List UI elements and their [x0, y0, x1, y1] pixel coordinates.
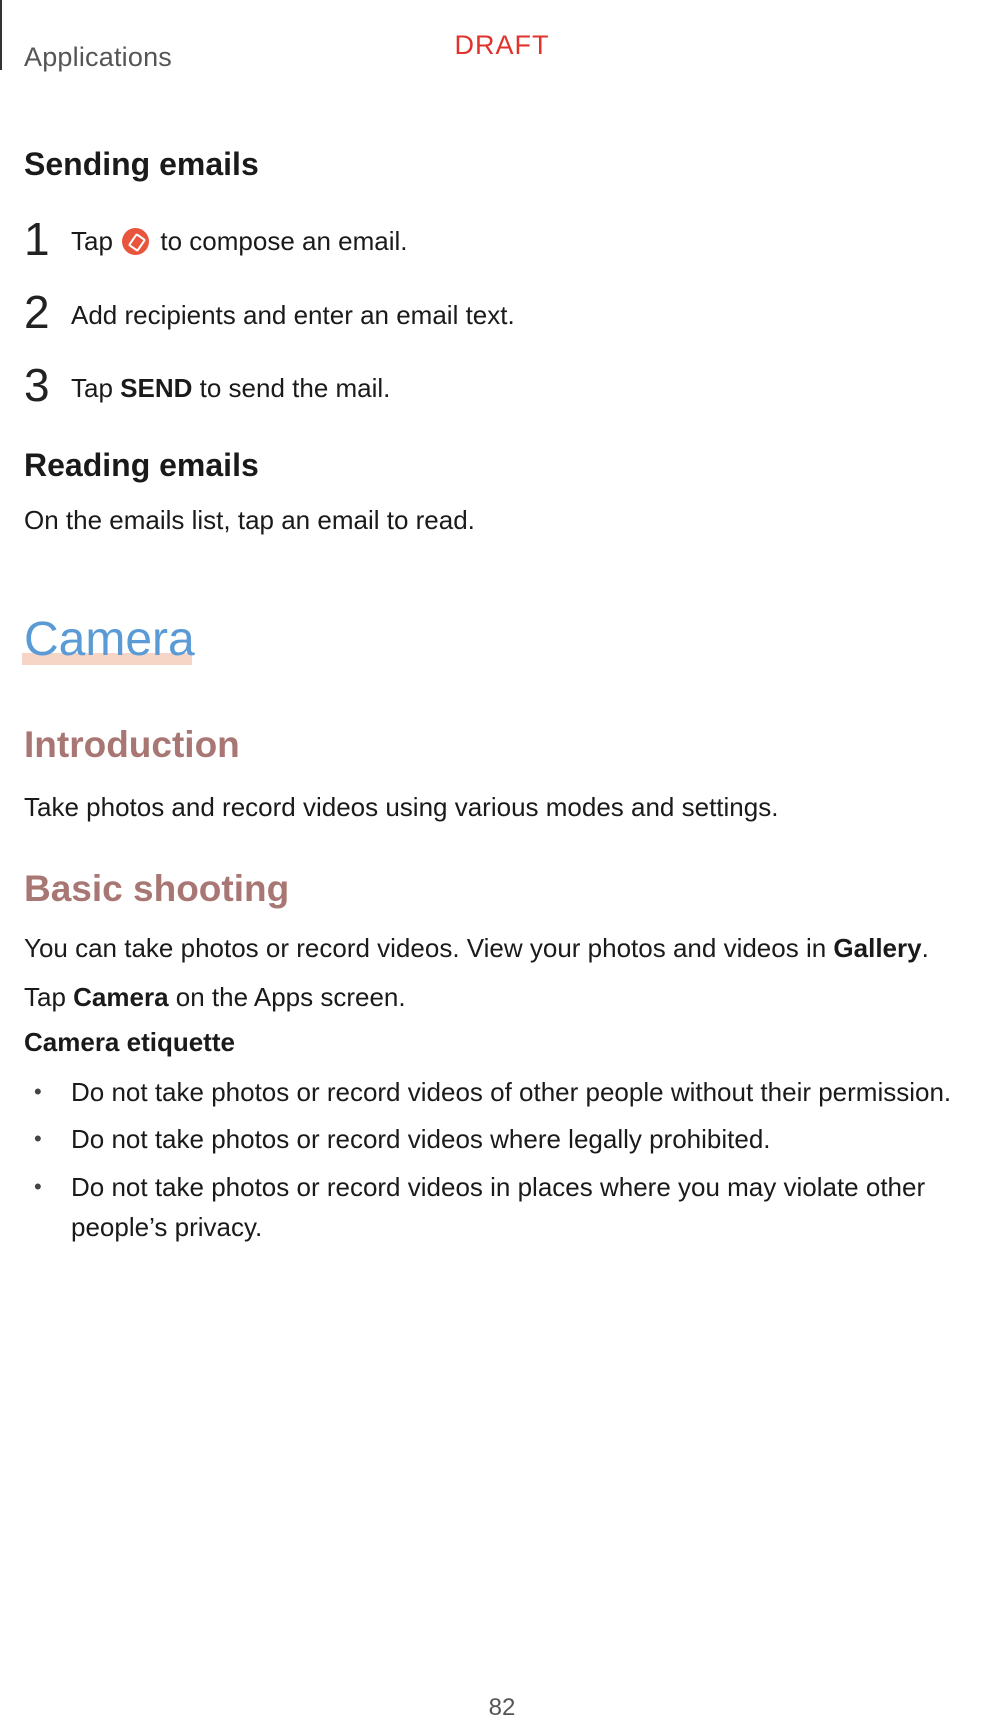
etiquette-bullet-2: Do not take photos or record videos where legally prohibited.: [71, 1124, 771, 1154]
basic-p1-pre: You can take photos or record videos. View your photos and videos in: [24, 933, 834, 963]
basic-shooting-paragraph-1: [24, 933, 929, 964]
send-label: SEND: [120, 373, 193, 403]
chapter-title: Camera: [24, 613, 195, 666]
step-number-3: 3: [24, 359, 50, 411]
compose-icon: [122, 228, 149, 255]
camera-etiquette-heading: Camera etiquette: [24, 1027, 235, 1057]
step-1-text: [71, 226, 408, 257]
reading-emails-body: On the emails list, tap an email to read.: [24, 505, 475, 535]
step-3-post: to send the mail.: [192, 373, 391, 403]
step-1-post: to compose an email.: [153, 226, 408, 256]
bullet-marker: •: [34, 1126, 42, 1151]
basic-p2-pre: Tap: [24, 982, 74, 1012]
basic-p1-post: .: [921, 933, 929, 963]
gallery-label: Gallery: [833, 933, 922, 963]
step-2-text: Add recipients and enter an email text.: [71, 300, 515, 330]
introduction-heading: Introduction: [24, 724, 240, 765]
draft-watermark: DRAFT: [454, 30, 550, 60]
bullet-marker: •: [34, 1079, 42, 1104]
page-number: 82: [488, 1694, 516, 1721]
header-section-label: Applications: [24, 42, 172, 72]
reading-emails-heading: Reading emails: [24, 447, 259, 483]
sending-emails-heading: Sending emails: [24, 146, 259, 182]
introduction-body: Take photos and record videos using various modes and settings.: [24, 792, 779, 822]
step-3-text: [71, 373, 390, 404]
etiquette-bullet-3: Do not take photos or record videos in places where you may violate other people’s privacy.: [71, 1172, 926, 1242]
step-number-1: 1: [24, 213, 50, 265]
step-3-pre: Tap: [71, 373, 121, 403]
step-number-2: 2: [24, 286, 50, 338]
camera-label: Camera: [73, 982, 169, 1012]
step-1-pre: Tap: [71, 226, 121, 256]
basic-p2-post: on the Apps screen.: [168, 982, 406, 1012]
etiquette-bullet-1: Do not take photos or record videos of other people without their permission.: [71, 1077, 952, 1107]
basic-shooting-paragraph-2: [24, 982, 406, 1013]
basic-shooting-heading: Basic shooting: [24, 868, 290, 909]
bullet-marker: •: [34, 1174, 42, 1199]
